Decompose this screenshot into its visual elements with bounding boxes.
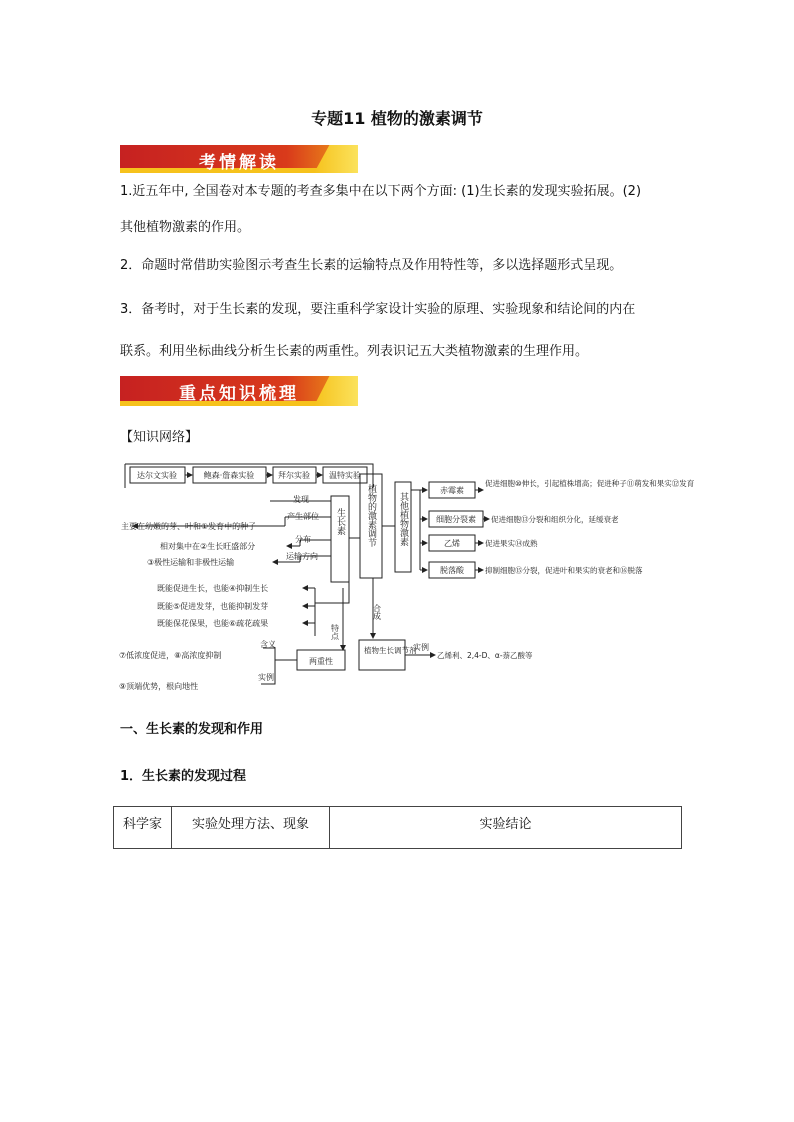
effect-text-1: 既能促进生长，也能④抑制生长 (157, 584, 269, 593)
hormone-label-abscisic-acid: 脱落酸 (440, 566, 464, 575)
page-title: 专题11 植物的激素调节 (311, 109, 483, 128)
left-label-production-site: 产生部位 (287, 512, 319, 521)
example-label: 实例 (258, 673, 274, 682)
regulator-example-label: 实例 (413, 643, 429, 652)
table-header-conclusion: 实验结论 (330, 807, 682, 849)
regulator-box (359, 640, 405, 670)
meaning-label: 含义 (260, 640, 276, 649)
discovery-table (113, 806, 682, 849)
characteristic-label: 特点 (330, 624, 340, 640)
regulator-example-text: 乙烯利、2,4-D、α-萘乙酸等 (437, 651, 533, 660)
section-heading-auxin: 一、生长素的发现和作用 (120, 722, 264, 737)
chain-label-went: 温特实验 (329, 471, 361, 480)
duality-meaning-text: ⑦低浓度促进，⑧高浓度抑制 (119, 651, 222, 660)
hormone-effect-1: 促进细胞⑩伸长，引起植株增高；促进种子⑪萌发和果实⑫发育 (485, 479, 695, 488)
left-label-discovery: 发现 (293, 495, 309, 504)
duality-label: 两重性 (309, 657, 333, 666)
left-label-transport: 运输方向 (286, 552, 318, 561)
intro-line-1: 1.近五年中, 全国卷对本专题的考查多集中在以下两个方面: (1)生长素的发现实验拓展。(2) (120, 184, 642, 199)
auxin-label: 生长素 (335, 508, 345, 535)
intro-line-4: 3．备考时，对于生长素的发现，要注重科学家设计实验的原理、实验现象和结论间的内在 (120, 302, 636, 317)
intro-line-2: 其他植物激素的作用。 (120, 220, 251, 235)
banner-label: 考情解读 (199, 153, 279, 173)
chain-label-boysen-jensen: 鲍森·詹森实验 (203, 471, 255, 480)
synthesis-label: 合成 (372, 604, 382, 620)
effect-text-2: 既能⑤促进发芽，也能抑制发芽 (157, 602, 269, 611)
hormone-label-ethylene: 乙烯 (444, 539, 460, 548)
intro-line-3: 2．命题时常借助实验图示考查生长素的运输特点及作用特性等，多以选择题形式呈现。 (120, 258, 623, 273)
hormone-label-cytokinin: 细胞分裂素 (436, 515, 476, 524)
knowledge-network-diagram (115, 458, 705, 698)
subsection-heading-discovery: 1．生长素的发现过程 (120, 769, 247, 784)
table-header-row (114, 807, 682, 849)
other-hormones-label: 其他植物激素 (398, 492, 408, 546)
knowledge-network-label: 【知识网络】 (120, 430, 199, 445)
main-topic-label: 植物的激素调节 (366, 484, 376, 547)
table-header-method: 实验处理方法、现象 (172, 807, 330, 849)
section-banner-key-knowledge (120, 376, 358, 406)
chain-label-paal: 拜尔实验 (278, 471, 310, 480)
regulator-label: 植物生长调节剂 (364, 646, 417, 655)
duality-example-text: ⑨顶端优势，根向地性 (119, 682, 199, 691)
left-label-distribution: 分布 (295, 535, 311, 544)
banner-label: 重点知识梳理 (179, 384, 299, 404)
effect-text-3: 既能保花保果，也能⑥疏花疏果 (157, 619, 269, 628)
hormone-effect-4: 抑制细胞⑮分裂，促进叶和果实的衰老和⑯脱落 (485, 566, 643, 575)
left-text-production: 主要在幼嫩的芽、叶和①发育中的种子 (121, 522, 257, 531)
left-text-distribution: 相对集中在②生长旺盛部分 (160, 542, 256, 551)
section-banner-exam-analysis (120, 145, 358, 173)
hormone-effect-2: 促进细胞⑬分裂和组织分化，延缓衰老 (491, 515, 619, 524)
table-header-scientist: 科学家 (114, 807, 172, 849)
left-text-transport: ③极性运输和非极性运输 (147, 558, 235, 567)
hormone-label-gibberellin: 赤霉素 (440, 486, 464, 495)
hormone-effect-3: 促进果实⑭成熟 (485, 539, 538, 548)
chain-label-darwin: 达尔文实验 (137, 471, 177, 480)
intro-line-5: 联系。利用坐标曲线分析生长素的两重性。列表识记五大类植物激素的生理作用。 (120, 344, 589, 359)
